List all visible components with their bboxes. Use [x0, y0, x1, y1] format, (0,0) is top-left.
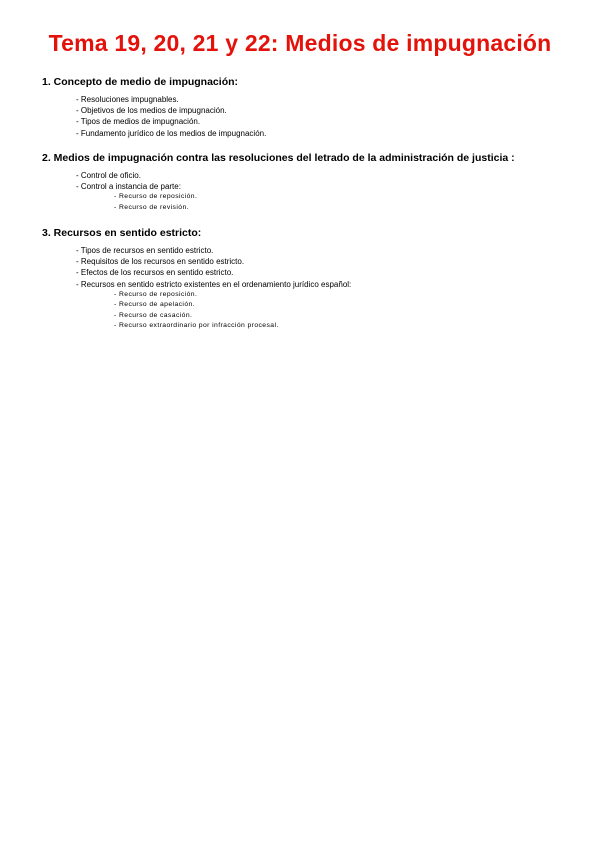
sub-list-item: - Recurso de casación. — [114, 311, 193, 319]
sub-list-item: - Recurso extraordinario por infracción procesal. — [114, 322, 279, 330]
section-heading: 2. Medios de impugnación contra las resoluciones del letrado de la administración de justicia : — [42, 152, 515, 164]
section-recursos-sentido-estricto — [42, 227, 562, 331]
sub-list-item: - Recurso de reposición. — [114, 193, 198, 201]
list-item: - Resoluciones impugnables. — [76, 95, 179, 104]
section-heading: 3. Recursos en sentido estricto: — [42, 227, 202, 239]
section-heading: 1. Concepto de medio de impugnación: — [42, 76, 239, 88]
sub-list-item: - Recurso de apelación. — [114, 301, 195, 309]
sub-list-item: - Recurso de revisión. — [114, 203, 189, 211]
list-item: - Tipos de medios de impugnación. — [76, 117, 201, 127]
sub-list-item: - Recurso de reposición. — [114, 290, 198, 298]
list-item: - Efectos de los recursos en sentido estricto. — [76, 268, 234, 278]
list-item: - Fundamento jurídico de los medios de impugnación. — [76, 128, 267, 138]
list-item: - Control a instancia de parte: — [76, 182, 181, 192]
list-item: - Control de oficio. — [76, 171, 141, 180]
list-item: - Tipos de recursos en sentido estricto. — [76, 246, 214, 255]
section-concepto — [42, 76, 562, 139]
document-title: Tema 19, 20, 21 y 22: Medios de impugnación — [48, 30, 552, 56]
list-item: - Objetivos de los medios de impugnación. — [76, 106, 227, 116]
list-item: - Recursos en sentido estricto existentes en el ordenamiento jurídico español: — [76, 279, 352, 289]
list-item: - Requisitos de los recursos en sentido estricto. — [76, 257, 245, 267]
section-medios-letrado — [42, 152, 562, 213]
